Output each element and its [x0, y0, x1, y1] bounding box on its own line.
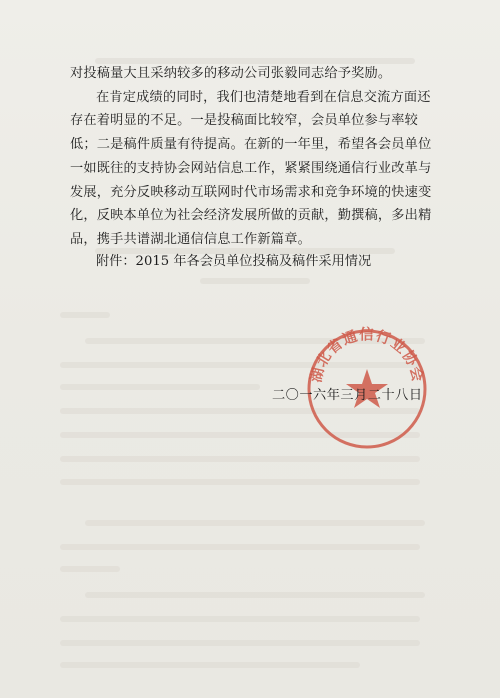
closing-sentence: 对投稿量大且采纳较多的移动公司张毅同志给予奖励。 — [70, 66, 392, 81]
body-text — [70, 62, 442, 252]
seal-text: 湖北省通信行业协会 — [308, 327, 426, 385]
attachment-note: 附件：2015 年各会员单位投稿及稿件采用情况 — [96, 254, 372, 269]
paragraph-shortcomings: 在肯定成绩的同时，我们也清楚地看到在信息交流方面还存在着明显的不足。一是投稿面比较窄，会员单位参与率较低；二是稿件质量有待提高。在新的一年里，希望各会员单位一如既往的支持协会网站信息工作，紧紧围绕通信行业改革与发展，充分反映移动互联网时代市场需求和竞争环境的快速变化，反映本单位为社会经济发展所做的贡献，勤撰稿，多出精品，携手共谱湖北通信信息工作新篇章。 — [70, 89, 432, 247]
document-date: 二〇一六年三月二十八日 — [272, 388, 423, 403]
